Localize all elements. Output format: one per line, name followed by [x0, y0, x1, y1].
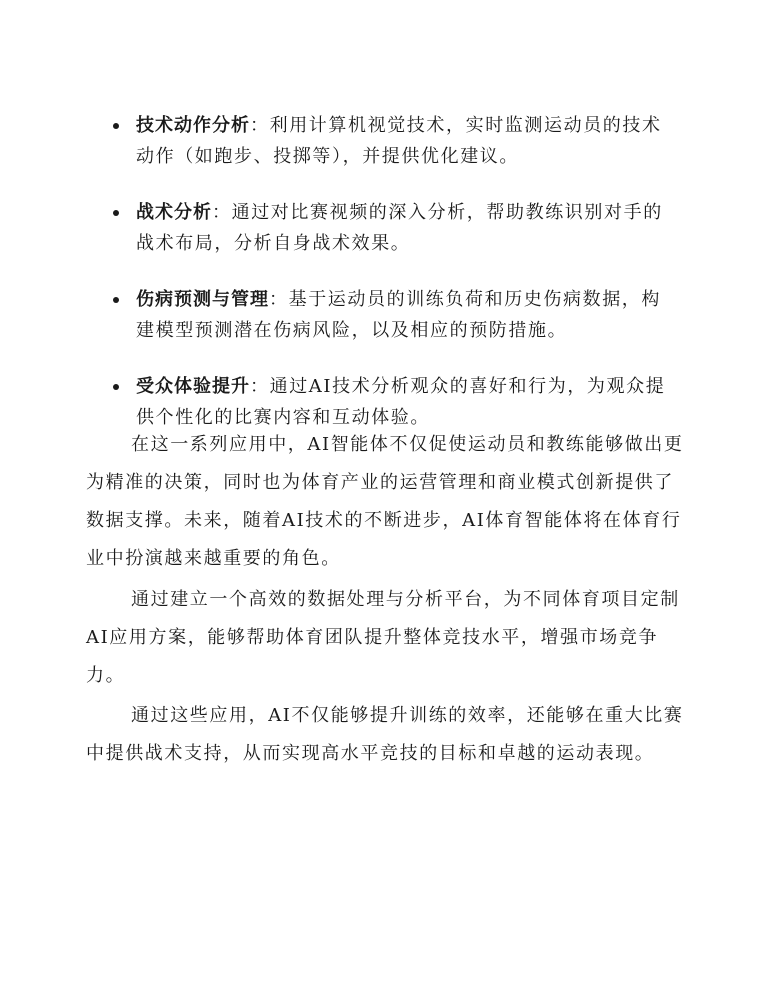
body-paragraph: 通过这些应用，AI不仅能够提升训练的效率，还能够在重大比赛中提供战术支持，从而实现高水平竞技的目标和卓越的运动表现。 — [86, 705, 684, 764]
bullet-dot-icon — [113, 384, 119, 390]
list-item-term: 战术分析 — [136, 202, 212, 223]
bullet-dot-icon — [113, 297, 119, 303]
list-item-text: 通过AI技术分析观众的喜好和行为，为观众提供个性化的比赛内容和互动体验。 — [136, 376, 666, 428]
list-item-term: 伤病预测与管理 — [136, 289, 269, 310]
bullet-dot-icon — [113, 210, 119, 216]
list-item — [0, 197, 765, 259]
list-item-text: 通过对比赛视频的深入分析，帮助教练识别对手的战术布局，分析自身战术效果。 — [136, 202, 663, 254]
term-separator: ： — [250, 115, 270, 136]
list-item-text: 基于运动员的训练负荷和历史伤病数据，构建模型预测潜在伤病风险，以及相应的预防措施。 — [136, 289, 662, 341]
body-paragraph: 在这一系列应用中，AI智能体不仅促使运动员和教练能够做出更为精准的决策，同时也为体育产业的运营管理和商业模式创新提供了数据支撑。未来，随着AI技术的不断进步，AI体育智能体将在体育行业中扮演越来越重要的角色。 — [86, 434, 684, 569]
list-item — [0, 110, 765, 172]
bullet-dot-icon — [113, 123, 119, 129]
term-separator: ： — [250, 376, 270, 397]
term-separator: ： — [269, 289, 289, 310]
application-list — [0, 110, 765, 458]
body-paragraph: 通过建立一个高效的数据处理与分析平台，为不同体育项目定制AI应用方案，能够帮助体育团队提升整体竞技水平，增强市场竞争力。 — [86, 589, 680, 686]
list-item-term: 技术动作分析 — [136, 115, 250, 136]
list-item — [0, 284, 765, 346]
list-item-text: 利用计算机视觉技术，实时监测运动员的技术动作（如跑步、投掷等），并提供优化建议。 — [136, 115, 662, 167]
list-item-term: 受众体验提升 — [136, 376, 250, 397]
term-separator: ： — [212, 202, 232, 223]
list-item — [0, 371, 765, 433]
